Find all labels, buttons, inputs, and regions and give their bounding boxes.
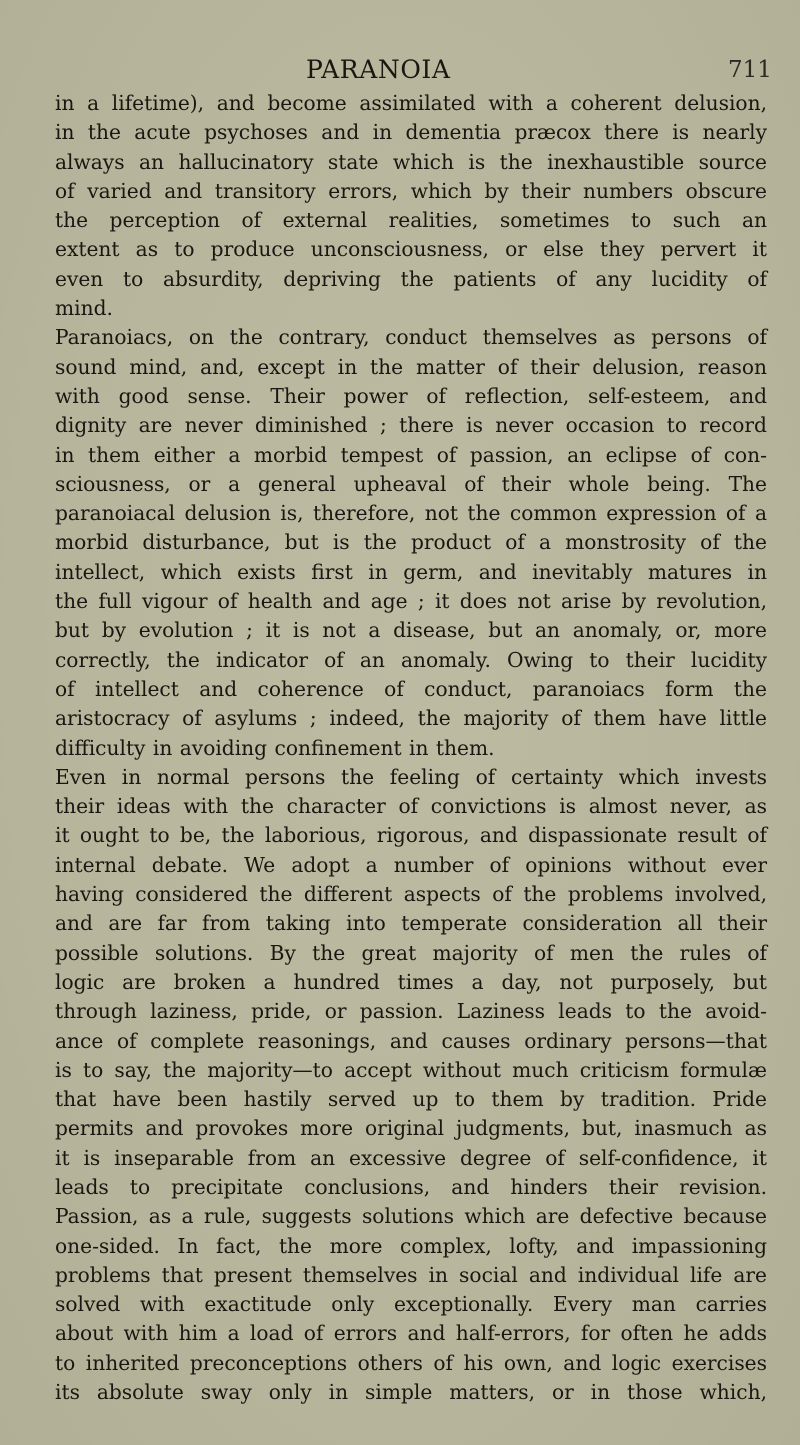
text-line: Paranoiacs, on the contrary, conduct themselves as persons of xyxy=(55,325,767,350)
text-line: Passion, as a rule, suggests solutions which are defective because xyxy=(55,1204,767,1229)
running-title: PARANOIA xyxy=(306,55,451,84)
text-line: their ideas with the character of convictions is almost never, as xyxy=(55,794,767,819)
text-line: morbid disturbance, but is the product of a monstrosity of the xyxy=(55,530,767,555)
text-line: sound mind, and, except in the matter of their delusion, reason xyxy=(55,354,767,379)
text-line: leads to precipitate conclusions, and hinders their revision. xyxy=(55,1174,767,1199)
text-line: sciousness, or a general upheaval of their whole being. The xyxy=(55,471,767,496)
text-line: Even in normal persons the feeling of certainty which invests xyxy=(55,764,767,789)
text-line: the perception of external realities, sometimes to such an xyxy=(55,208,767,233)
text-line: but by evolution ; it is not a disease, but an anomaly, or, more xyxy=(55,618,767,643)
text-line: paranoiacal delusion is, therefore, not the common expression of a xyxy=(55,501,767,526)
text-line: and are far from taking into temperate consideration all their xyxy=(55,911,767,936)
text-line: one-sided. In fact, the more complex, lofty, and impassioning xyxy=(55,1233,767,1258)
text-line: problems that present themselves in social and individual life are xyxy=(55,1262,767,1287)
text-line: in the acute psychoses and in dementia præcox there is nearly xyxy=(55,120,767,145)
text-line: ance of complete reasonings, and causes ordinary persons—that xyxy=(55,1028,767,1053)
text-line: difficulty in avoiding confinement in them. xyxy=(55,735,495,760)
body-text xyxy=(55,89,767,1407)
text-line: dignity are never diminished ; there is never occasion to record xyxy=(55,413,767,438)
text-line: is to say, the majority—to accept without much criticism formulæ xyxy=(55,1057,767,1082)
text-line: having considered the different aspects of the problems involved, xyxy=(55,882,767,907)
text-line: even to absurdity, depriving the patients of any lucidity of xyxy=(55,266,767,291)
text-line: logic are broken a hundred times a day, not purposely, but xyxy=(55,969,767,994)
text-line: intellect, which exists first in germ, and inevitably matures in xyxy=(55,559,767,584)
text-line: the full vigour of health and age ; it does not arise by revolution, xyxy=(55,589,767,614)
text-line: in them either a morbid tempest of passion, an eclipse of con- xyxy=(55,442,767,467)
text-line: its absolute sway only in simple matters, or in those which, xyxy=(55,1380,767,1405)
text-line: solved with exactitude only exceptionally. Every man carries xyxy=(55,1292,767,1317)
text-line: in a lifetime), and become assimilated with a coherent delusion, xyxy=(55,91,767,115)
text-line: aristocracy of asylums ; indeed, the majority of them have little xyxy=(55,706,767,731)
text-line: of intellect and coherence of conduct, paranoiacs form the xyxy=(55,676,767,701)
text-line: of varied and transitory errors, which by their numbers obscure xyxy=(55,178,767,203)
text-line: correctly, the indicator of an anomaly. Owing to their lucidity xyxy=(55,647,767,672)
text-line: with good sense. Their power of reflection, self-esteem, and xyxy=(55,383,767,408)
text-line: extent as to produce unconsciousness, or else they pervert it xyxy=(55,237,767,262)
text-line: through laziness, pride, or passion. Laziness leads to the avoid- xyxy=(55,999,767,1024)
text-line: possible solutions. By the great majority of men the rules of xyxy=(55,940,767,965)
text-line: always an hallucinatory state which is the inexhaustible source xyxy=(55,149,767,174)
text-line: it ought to be, the laborious, rigorous, and dispassionate result of xyxy=(55,823,767,848)
text-line: to inherited preconceptions others of his own, and logic exercises xyxy=(55,1350,767,1375)
text-line: internal debate. We adopt a number of opinions without ever xyxy=(55,852,767,877)
text-line: permits and provokes more original judgments, but, inasmuch as xyxy=(55,1116,767,1141)
text-line: that have been hastily served up to them by tradition. Pride xyxy=(55,1087,767,1112)
running-head xyxy=(0,52,800,88)
page-number: 711 xyxy=(728,57,772,83)
text-line: it is inseparable from an excessive degree of self-confidence, it xyxy=(55,1145,767,1170)
text-line: about with him a load of errors and half-errors, for often he adds xyxy=(55,1321,767,1346)
text-line: mind. xyxy=(55,296,113,321)
